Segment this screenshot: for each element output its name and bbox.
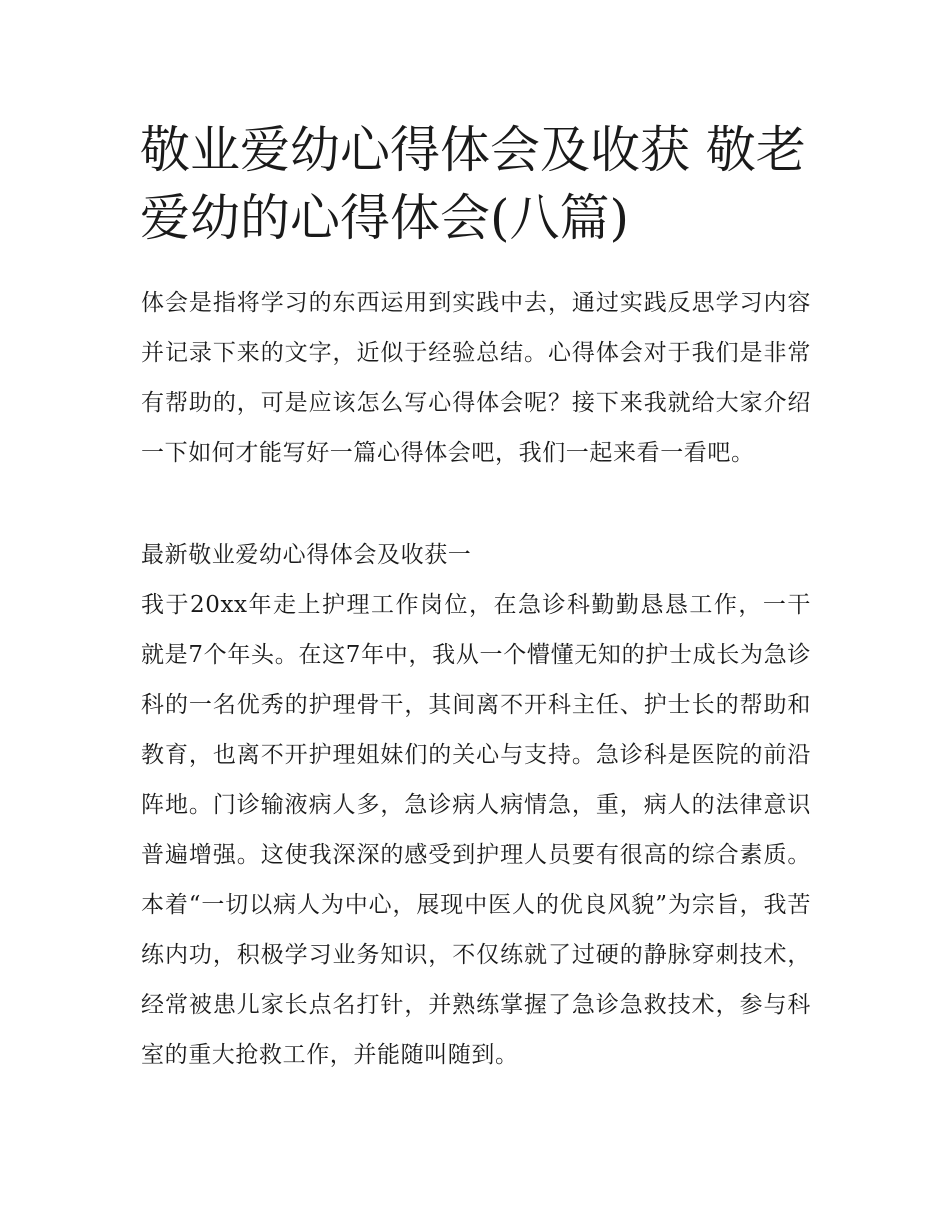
intro-paragraph: 体会是指将学习的东西运用到实践中去，通过实践反思学习内容并记录下来的文字，近似于经验总结。心得体会对于我们是非常有帮助的，可是应该怎么写心得体会呢？接下来我就给大家介绍一下如何才能写好一篇心得体会吧，我们一起来看一看吧。 xyxy=(141,290,811,466)
section-heading: 最新敬业爱幼心得体会及收获一 xyxy=(141,542,472,568)
body-paragraph: 我于20xx年走上护理工作岗位，在急诊科勤勤恳恳工作，一干就是7个年头。在这7年中，我从一个懵懂无知的护士成长为急诊科的一名优秀的护理骨干，其间离不开科主任、护士长的帮助和教育，也离不开护理姐妹们的关心与支持。急诊科是医院的前沿阵地。门诊输液病人多，急诊病人病情急，重，病人的法律意识普遍增强。这使我深深的感受到护理人员要有很高的综合素质。本着“一切以病人为中心，展现中医人的优良风貌”为宗旨，我苦练内功，积极学习业务知识，不仅练就了过硬的静脉穿刺技术，经常被患儿家长点名打针，并熟练掌握了急诊急救技术，参与科室的重大抢救工作，并能随叫随到。 xyxy=(141,592,811,1068)
document-title: 敬业爱幼心得体会及收获 敬老爱幼的心得体会(八篇) xyxy=(140,121,806,247)
